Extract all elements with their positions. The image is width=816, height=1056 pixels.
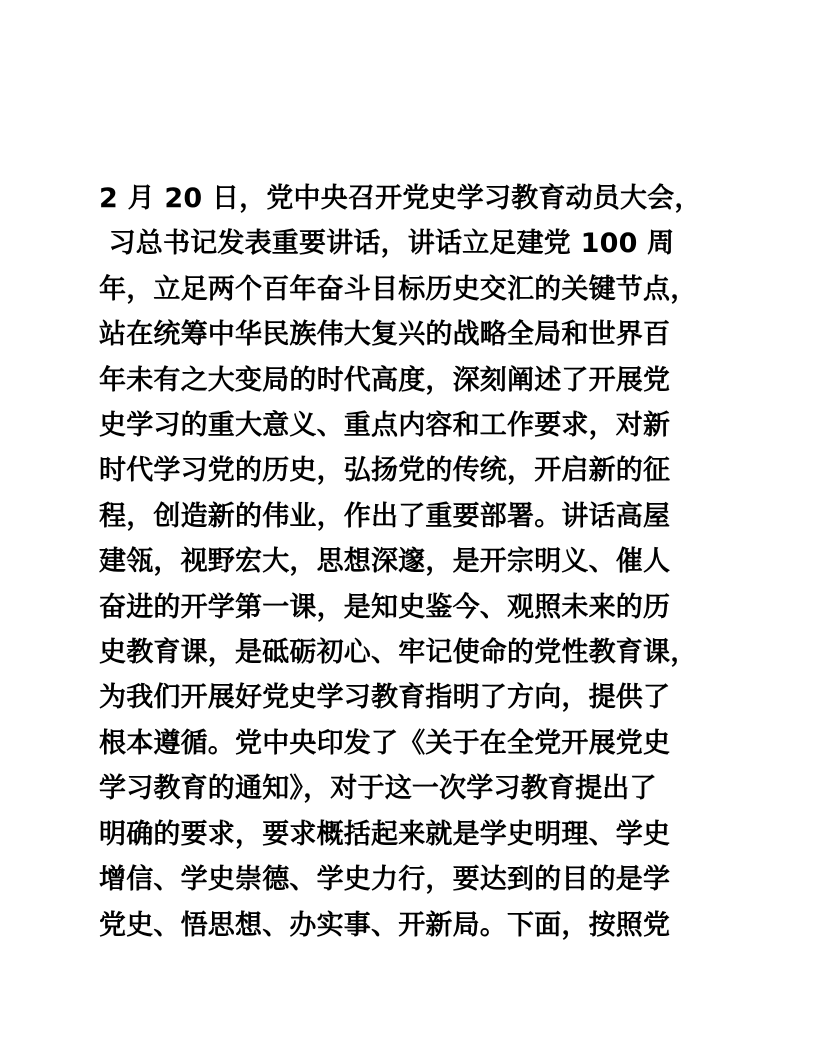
paragraph-line: 习总书记发表重要讲话，讲话立足建党 100 周 [99, 228, 675, 260]
paragraph-line: 史教育课，是砥砺初心、牢记使命的党性教育课， [99, 637, 698, 669]
body-paragraph [99, 176, 739, 948]
paragraph-line: 奋进的开学第一课，是知史鉴今、观照未来的历 [99, 591, 671, 623]
paragraph-line: 党史、悟思想、办实事、开新局。下面，按照党 [99, 909, 671, 941]
paragraph-line: 明确的要求，要求概括起来就是学史明理、学史 [99, 818, 671, 850]
paragraph-line: 建瓴，视野宏大，思想深邃，是开宗明义、催人 [99, 546, 671, 578]
paragraph-line: 年，立足两个百年奋斗目标历史交汇的关键节点， [99, 273, 698, 305]
paragraph-line: 为我们开展好党史学习教育指明了方向，提供了 [99, 682, 671, 714]
paragraph-line: 根本遵循。党中央印发了《关于在全党开展党史 [99, 727, 671, 759]
paragraph-line: 年未有之大变局的时代高度，深刻阐述了开展党 [99, 364, 671, 396]
paragraph-line: 增信、学史崇德、学史力行，要达到的目的是学 [99, 864, 671, 896]
paragraph-line: 时代学习党的历史，弘扬党的传统，开启新的征 [99, 455, 671, 487]
paragraph-line: 站在统筹中华民族伟大复兴的战略全局和世界百 [99, 319, 671, 351]
paragraph-line: 2 月 20 日，党中央召开党史学习教育动员大会， [99, 183, 702, 214]
paragraph-line: 程，创造新的伟业，作出了重要部署。讲话高屋 [99, 500, 671, 532]
paragraph-line: 学习教育的通知》，对于这一次学习教育提出了 [99, 773, 657, 805]
paragraph-line: 史学习的重大意义、重点内容和工作要求，对新 [99, 410, 671, 442]
